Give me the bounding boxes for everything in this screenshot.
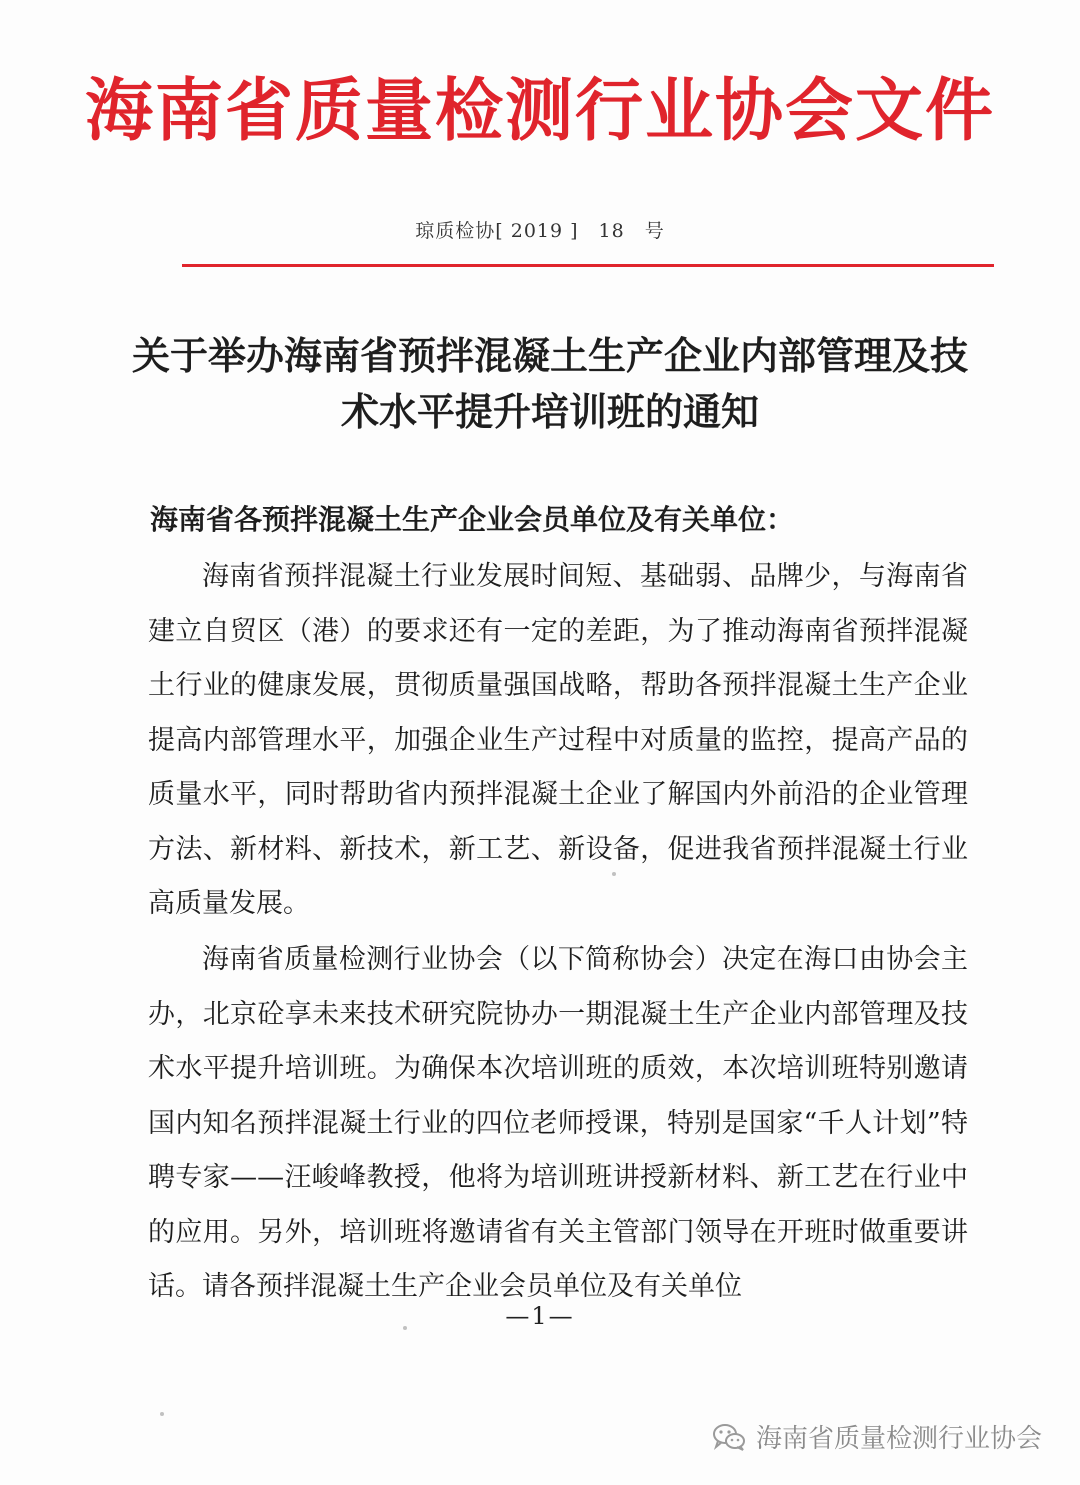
- scan-speck: [403, 1326, 407, 1330]
- scan-speck: [160, 1412, 164, 1416]
- salutation: 海南省各预拌混凝土生产企业会员单位及有关单位：: [150, 503, 795, 536]
- scan-speck: [612, 872, 616, 876]
- page-number: —1—: [505, 1302, 575, 1330]
- red-divider: [182, 264, 994, 267]
- body-paragraph: 海南省质量检测行业协会（以下简称协会）决定在海口由协会主办，北京砼享未来技术研究院协办一期混凝土生产企业内部管理及技术水平提升培训班。为确保本次培训班的质效，本次培训班特别邀请国内知名预拌混凝土行业的四位老师授课，特别是国家“千人计划”特聘专家——汪峻峰教授，他将为培训班讲授新材料、新工艺在行业中的应用。另外，培训班将邀请省有关主管部门领导在开班时做重要讲话。请各预拌混凝土生产企业会员单位及有关单位: [148, 944, 968, 1302]
- document-number: 琼质检协[ 2019 ] 18 号: [415, 220, 665, 242]
- wechat-icon: [712, 1422, 746, 1452]
- watermark-text: 海南省质量检测行业协会: [755, 1424, 1042, 1454]
- account-watermark: [712, 1418, 1042, 1455]
- body-paragraph: 海南省预拌混凝土行业发展时间短、基础弱、品牌少，与海南省建立自贸区（港）的要求还有一定的差距，为了推动海南省预拌混凝土行业的健康发展，贯彻质量强国战略，帮助各预拌混凝土生产企业提高内部管理水平，加强企业生产过程中对质量的监控，提高产品的质量水平，同时帮助省内预拌混凝土企业了解国内外前沿的企业管理方法、新材料、新技术，新工艺、新设备，促进我省预拌混凝土行业高质量发展。: [148, 561, 968, 919]
- document-title: 关于举办海南省预拌混凝土生产企业内部管理及技术水平提升培训班的通知: [131, 334, 968, 434]
- document-header: 海南省质量检测行业协会文件: [84, 72, 995, 151]
